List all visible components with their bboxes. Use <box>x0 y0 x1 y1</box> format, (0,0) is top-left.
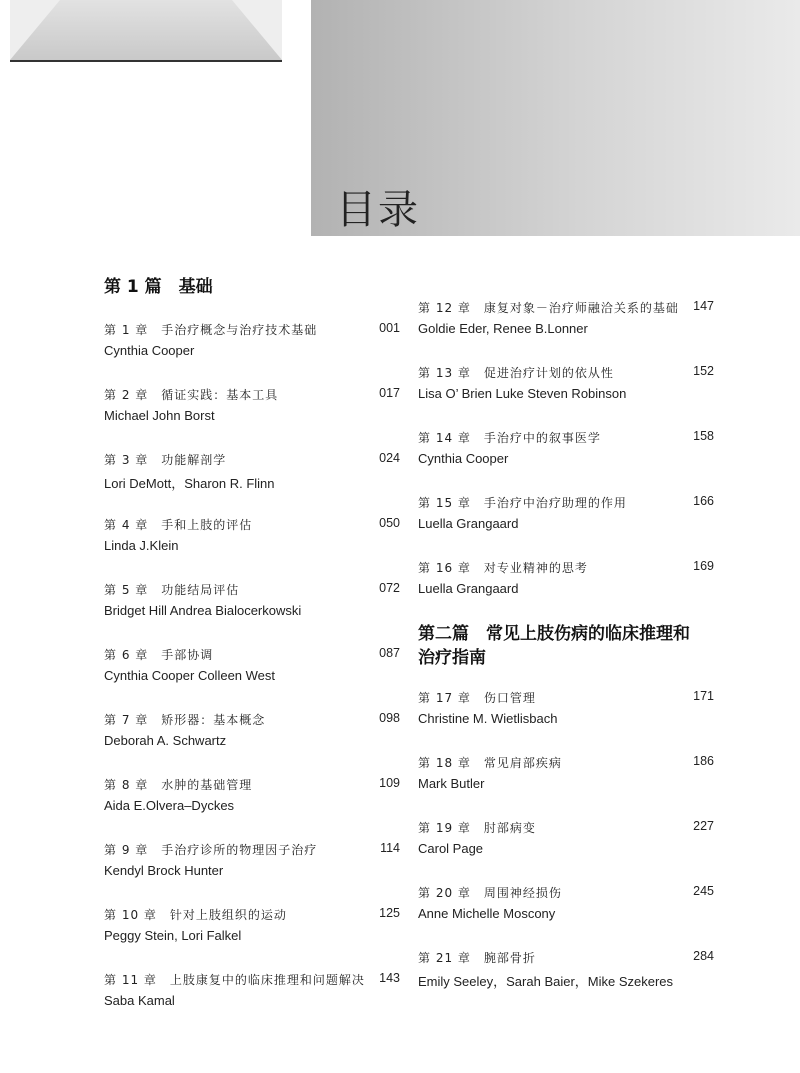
chapter-title: 第 4 章 手和上肢的评估 <box>104 518 253 532</box>
chapter-authors: Cynthia Cooper Colleen West <box>104 668 276 683</box>
chapter-authors: Mark Butler <box>418 776 485 791</box>
toc-entry-ch1[interactable] <box>104 318 400 362</box>
chapter-title: 第 13 章 促进治疗计划的依从性 <box>418 366 614 380</box>
page-number: 158 <box>693 429 714 443</box>
toc-entry-ch14[interactable] <box>418 426 714 470</box>
chapter-authors: Lisa O’ Brien Luke Steven Robinson <box>418 386 627 401</box>
page-number: 147 <box>693 299 714 313</box>
title-panel <box>311 0 800 236</box>
chapter-authors: Michael John Borst <box>104 408 215 423</box>
chapter-title: 第 19 章 肘部病变 <box>418 821 536 835</box>
header-decorative-band <box>10 0 282 62</box>
page-number: 098 <box>379 711 400 725</box>
chapter-authors: Luella Grangaard <box>418 516 519 531</box>
toc-entry-ch5[interactable] <box>104 578 400 622</box>
chapter-title: 第 6 章 手部协调 <box>104 648 214 662</box>
page-number: 227 <box>693 819 714 833</box>
band-shade-left <box>10 0 60 60</box>
chapter-title: 第 5 章 功能结局评估 <box>104 583 240 597</box>
page-number: 186 <box>693 754 714 768</box>
chapter-authors: Peggy Stein, Lori Falkel <box>104 928 242 943</box>
chapter-title: 第 16 章 对专业精神的思考 <box>418 561 588 575</box>
chapter-authors: Saba Kamal <box>104 993 175 1008</box>
part-2-heading-line2: 治疗指南 <box>418 648 486 668</box>
chapter-authors: Goldie Eder, Renee B.Lonner <box>418 321 588 336</box>
chapter-authors: Christine M. Wietlisbach <box>418 711 558 726</box>
page-number: 143 <box>379 971 400 985</box>
toc-entry-ch11[interactable] <box>104 968 400 1012</box>
chapter-title: 第 17 章 伤口管理 <box>418 691 536 705</box>
toc-entry-ch15[interactable] <box>418 491 714 535</box>
page-number: 024 <box>379 451 400 465</box>
toc-entry-ch21[interactable] <box>418 946 714 990</box>
chapter-title: 第 15 章 手治疗中治疗助理的作用 <box>418 496 627 510</box>
chapter-authors: Linda J.Klein <box>104 538 179 553</box>
band-shade-right <box>232 0 282 60</box>
chapter-authors: Kendyl Brock Hunter <box>104 863 224 878</box>
toc-entry-ch17[interactable] <box>418 686 714 730</box>
toc-entry-ch8[interactable] <box>104 773 400 817</box>
part-1-heading: 第 1 篇 基础 <box>104 277 213 297</box>
toc-entry-ch3[interactable] <box>104 448 400 492</box>
chapter-authors: Luella Grangaard <box>418 581 519 596</box>
toc-entry-ch12[interactable] <box>418 296 714 340</box>
page-number: 152 <box>693 364 714 378</box>
page-number: 087 <box>379 646 400 660</box>
toc-entry-ch10[interactable] <box>104 903 400 947</box>
page-number: 072 <box>379 581 400 595</box>
page-number: 169 <box>693 559 714 573</box>
toc-entry-ch2[interactable] <box>104 383 400 427</box>
chapter-authors: Lori DeMott，Sharon R. Flinn <box>104 476 275 491</box>
chapter-title: 第 8 章 水肿的基础管理 <box>104 778 253 792</box>
chapter-authors: Aida E.Olvera–Dyckes <box>104 798 235 813</box>
toc-entry-ch4[interactable] <box>104 513 400 557</box>
chapter-title: 第 10 章 针对上肢组织的运动 <box>104 908 287 922</box>
toc-entry-ch13[interactable] <box>418 361 714 405</box>
chapter-title: 第 18 章 常见肩部疾病 <box>418 756 562 770</box>
chapter-authors: Cynthia Cooper <box>104 343 195 358</box>
page-title: 目录 <box>336 187 420 233</box>
chapter-title: 第 12 章 康复对象－治疗师融洽关系的基础 <box>418 301 679 315</box>
toc-entry-ch18[interactable] <box>418 751 714 795</box>
toc-entry-ch20[interactable] <box>418 881 714 925</box>
chapter-title: 第 3 章 功能解剖学 <box>104 453 227 467</box>
page-number: 245 <box>693 884 714 898</box>
chapter-title: 第 7 章 矫形器：基本概念 <box>104 713 266 727</box>
chapter-authors: Deborah A. Schwartz <box>104 733 227 748</box>
part-2-heading-line1: 第二篇 常见上肢伤病的临床推理和 <box>418 624 690 644</box>
toc-entry-ch7[interactable] <box>104 708 400 752</box>
chapter-authors: Cynthia Cooper <box>418 451 509 466</box>
toc-entry-ch6[interactable] <box>104 643 400 687</box>
page-number: 171 <box>693 689 714 703</box>
page-number: 166 <box>693 494 714 508</box>
page-number: 050 <box>379 516 400 530</box>
toc-entry-ch16[interactable] <box>418 556 714 600</box>
page-number: 109 <box>379 776 400 790</box>
chapter-authors: Bridget Hill Andrea Bialocerkowski <box>104 603 302 618</box>
chapter-title: 第 11 章 上肢康复中的临床推理和问题解决 <box>104 973 365 987</box>
chapter-authors: Anne Michelle Moscony <box>418 906 556 921</box>
page-number: 017 <box>379 386 400 400</box>
chapter-title: 第 20 章 周围神经损伤 <box>418 886 562 900</box>
chapter-title: 第 9 章 手治疗诊所的物理因子治疗 <box>104 843 318 857</box>
page-number: 114 <box>380 841 400 855</box>
page-number: 284 <box>693 949 714 963</box>
chapter-authors: Emily Seeley，Sarah Baier，Mike Szekeres <box>418 974 674 989</box>
chapter-title: 第 21 章 腕部骨折 <box>418 951 536 965</box>
chapter-title: 第 1 章 手治疗概念与治疗技术基础 <box>104 323 318 337</box>
toc-entry-ch19[interactable] <box>418 816 714 860</box>
toc-entry-ch9[interactable] <box>104 838 400 882</box>
chapter-authors: Carol Page <box>418 841 484 856</box>
chapter-title: 第 14 章 手治疗中的叙事医学 <box>418 431 601 445</box>
chapter-title: 第 2 章 循证实践：基本工具 <box>104 388 279 402</box>
page-number: 001 <box>379 321 400 335</box>
page-number: 125 <box>379 906 400 920</box>
